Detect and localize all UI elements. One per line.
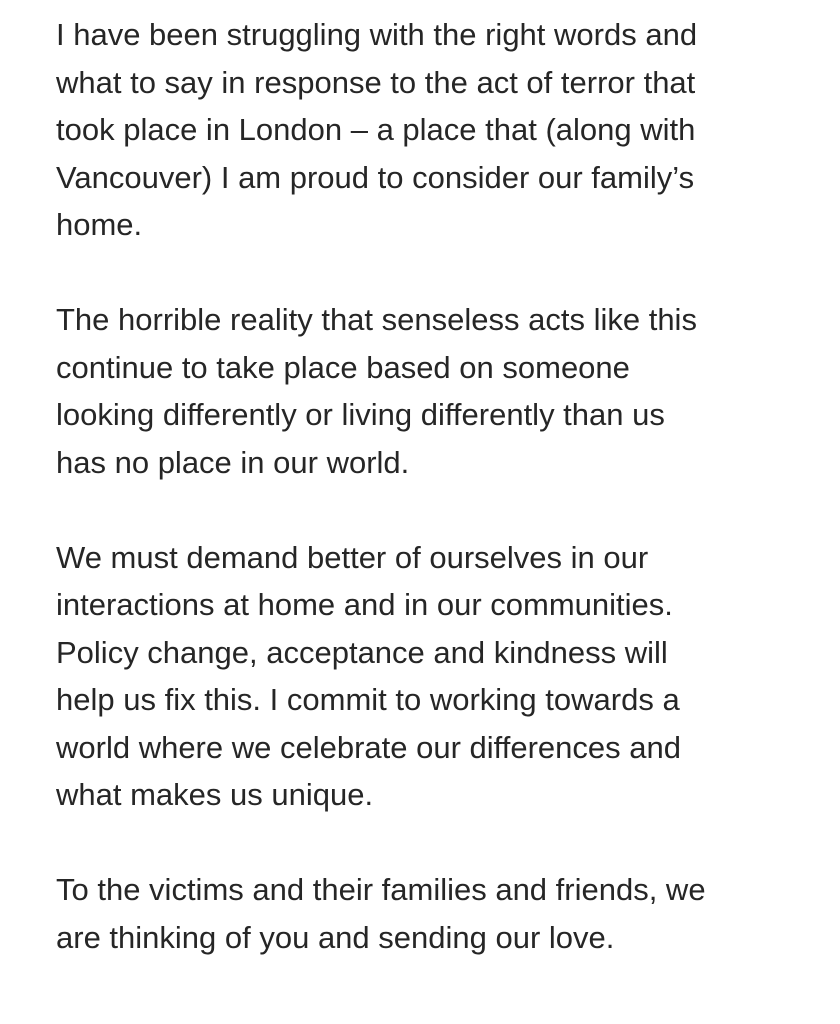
text-line: has no place in our world. <box>56 444 410 480</box>
text-line: continue to take place based on someone <box>56 349 630 385</box>
text-line: We must demand better of ourselves in our <box>56 539 649 575</box>
text-line: I have been struggling with the right words and <box>56 17 698 52</box>
paragraph-4 <box>56 866 816 961</box>
text-line: Policy change, acceptance and kindness will <box>56 634 668 670</box>
text-line: looking differently or living differently than us <box>56 397 665 432</box>
paragraph-2 <box>56 296 816 486</box>
text-line: world where we celebrate our differences and <box>56 729 681 765</box>
text-line: took place in London – a place that (along with <box>56 112 696 147</box>
text-line: home. <box>56 207 143 242</box>
paragraph-3 <box>56 534 816 819</box>
text-line: what makes us unique. <box>56 777 374 812</box>
paragraph-break <box>56 819 816 867</box>
paragraph-break <box>56 249 816 297</box>
note-body <box>56 11 816 961</box>
text-line: what to say in response to the act of terror that <box>56 64 696 100</box>
paragraph-break <box>56 486 816 534</box>
text-line: help us fix this. I commit to working towards a <box>56 682 680 717</box>
text-line: To the victims and their families and friends, we <box>56 872 706 907</box>
paragraph-1 <box>56 11 816 249</box>
text-line: are thinking of you and sending our love. <box>56 919 615 955</box>
text-line: The horrible reality that senseless acts like this <box>56 302 697 337</box>
text-line: Vancouver) I am proud to consider our family’s <box>56 159 695 195</box>
text-line: interactions at home and in our communities. <box>56 587 673 622</box>
